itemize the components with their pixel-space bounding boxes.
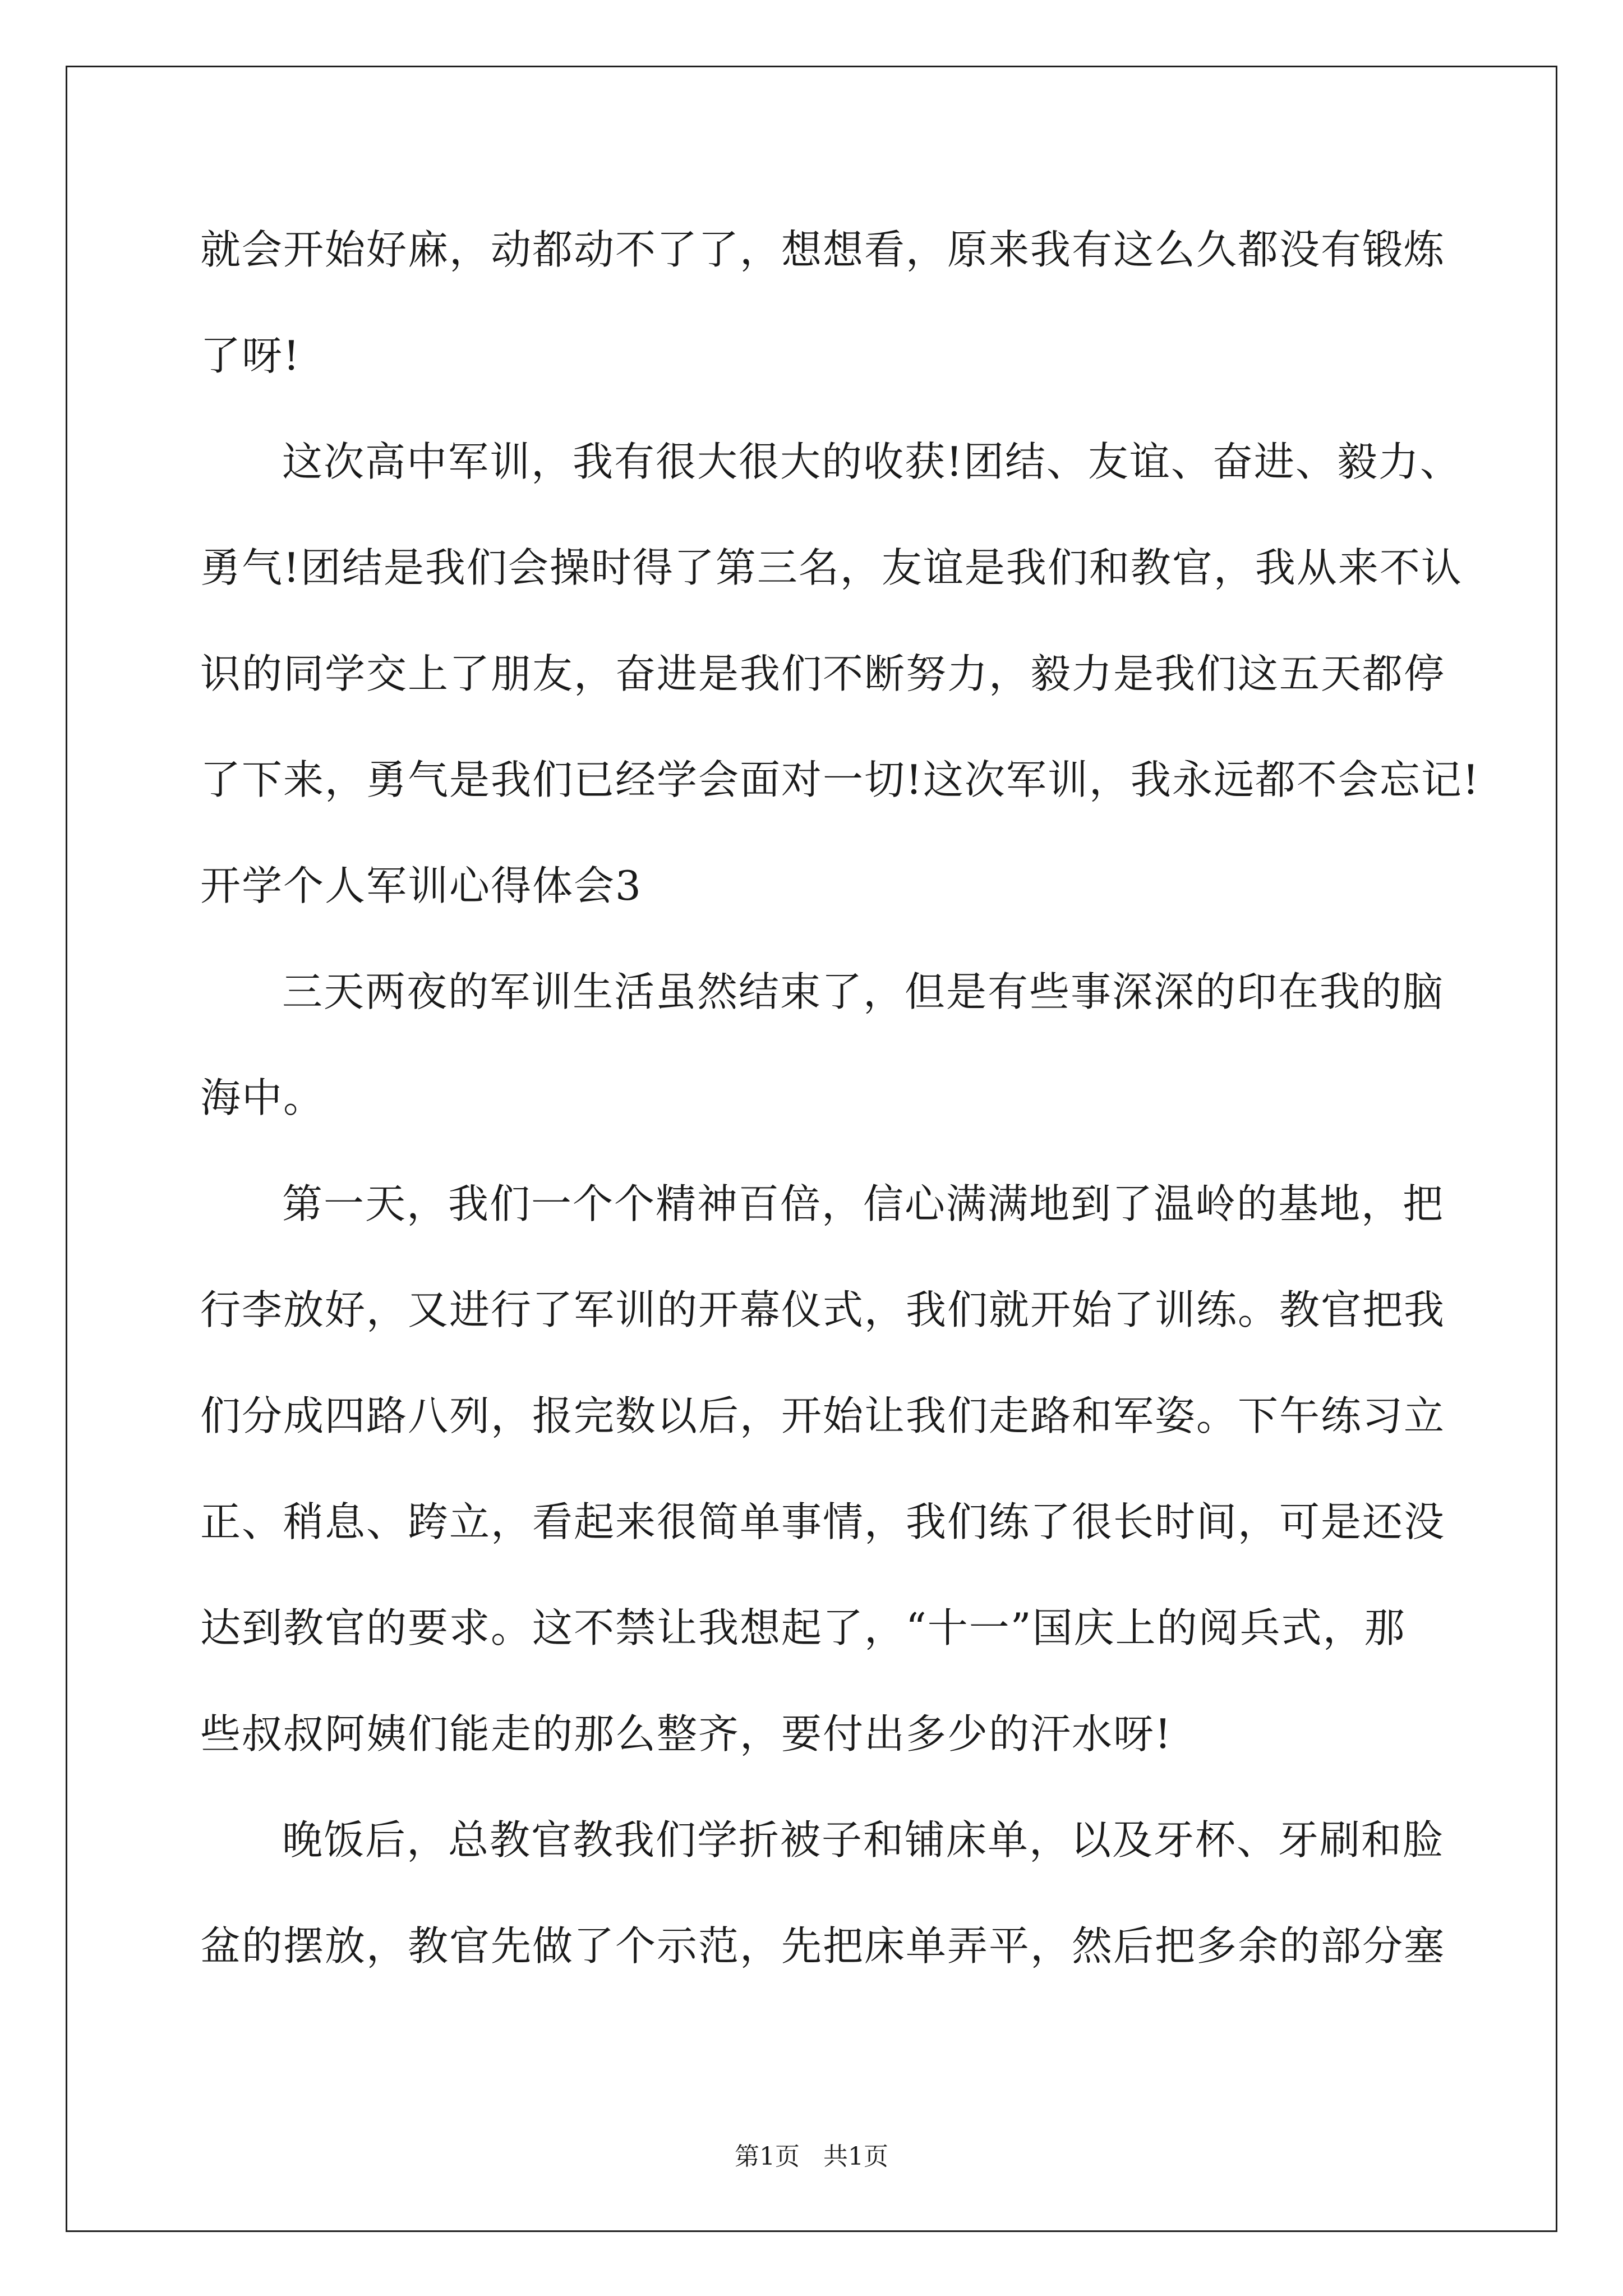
body-line: 就会开始好麻，动都动不了了，想想看，原来我有这么久都没有锻炼 bbox=[200, 226, 1446, 273]
body-line: 了下来，勇气是我们已经学会面对一切!这次军训，我永远都不会忘记! bbox=[200, 756, 1480, 803]
paragraph-first-line: 三天两夜的军训生活虽然结束了，但是有些事深深的印在我的脑 bbox=[282, 968, 1445, 1015]
body-line: 达到教官的要求。这不禁让我想起了，“十一”国庆上的阅兵式，那 bbox=[200, 1604, 1406, 1651]
paragraph-first-line: 晚饭后，总教官教我们学折被子和铺床单，以及牙杯、牙刷和脸 bbox=[282, 1816, 1445, 1864]
body-line: 正、稍息、跨立，看起来很简单事情，我们练了很长时间，可是还没 bbox=[200, 1498, 1446, 1545]
body-line: 勇气!团结是我们会操时得了第三名，友谊是我们和教官，我从来不认 bbox=[200, 544, 1463, 591]
paragraph-first-line: 第一天，我们一个个精神百倍，信心满满地到了温岭的基地，把 bbox=[282, 1180, 1445, 1227]
page-footer: 第1页 共1页 bbox=[735, 2142, 888, 2171]
body-line: 们分成四路八列，报完数以后，开始让我们走路和军姿。下午练习立 bbox=[200, 1392, 1446, 1439]
body-line: 了呀! bbox=[200, 332, 301, 379]
body-line: 海中。 bbox=[200, 1074, 325, 1121]
paragraph-first-line: 这次高中军训，我有很大很大的收获!团结、友谊、奋进、毅力、 bbox=[282, 438, 1461, 485]
body-line: 些叔叔阿姨们能走的那么整齐，要付出多少的汗水呀! bbox=[200, 1710, 1172, 1757]
document-body bbox=[200, 208, 1480, 2010]
section-heading: 开学个人军训心得体会3 bbox=[200, 862, 642, 909]
body-line: 盆的摆放，教官先做了个示范，先把床单弄平，然后把多余的部分塞 bbox=[200, 1922, 1446, 1970]
body-line: 行李放好，又进行了军训的开幕仪式，我们就开始了训练。教官把我 bbox=[200, 1286, 1446, 1333]
body-line: 识的同学交上了朋友，奋进是我们不断努力，毅力是我们这五天都停 bbox=[200, 650, 1446, 697]
